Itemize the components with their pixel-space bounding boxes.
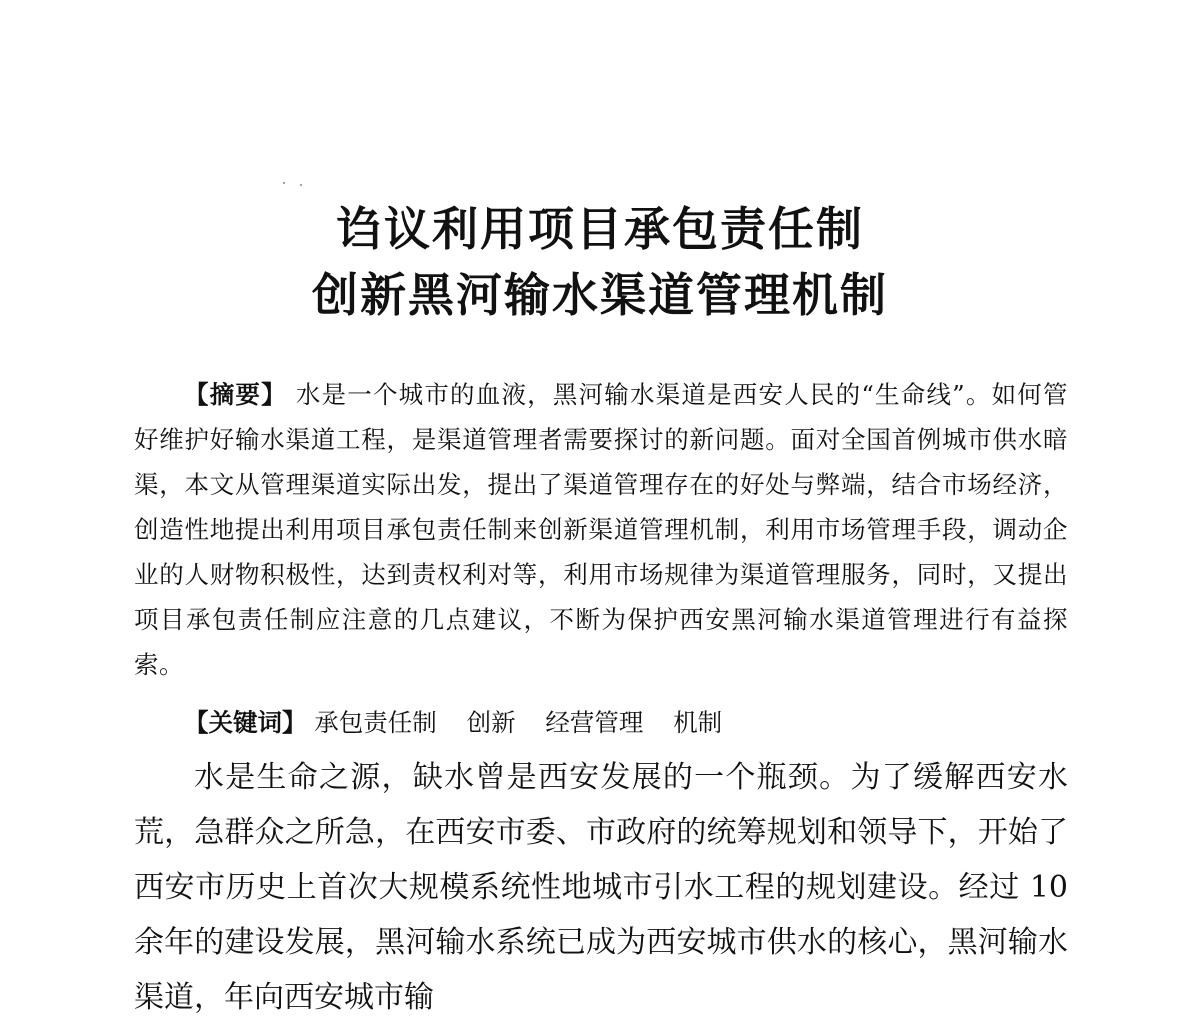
abstract-section (134, 372, 1068, 687)
title-line-2: 创新黑河输水渠道管理机制 (312, 268, 888, 322)
keyword-item: 创新 (466, 708, 516, 737)
keyword-item: 机制 (673, 708, 723, 737)
keywords-label: 【关键词】 (184, 708, 307, 737)
body-paragraph: 水是生命之源，缺水曾是西安发展的一个瓶颈。为了缓解西安水荒，急群众之所急，在西安市委、市政府的统筹规划和领导下，开始了西安市历史上首次大规模系统性地城市引水工程的规划建设。经过 10 余年的建设发展，黑河输水系统已成为西安城市供水的核心，黑河输水渠道，年向西安城市输 (134, 760, 1068, 1015)
scan-speck (300, 184, 302, 186)
keywords-section (184, 700, 1064, 745)
body-section (134, 750, 1068, 1025)
keyword-item: 经营管理 (545, 708, 644, 737)
keyword-item: 承包责任制 (314, 708, 437, 737)
abstract-label: 【摘要】 (184, 380, 287, 409)
title-line-1: 诌议利用项目承包责任制 (336, 202, 864, 256)
abstract-text: 水是一个城市的血液，黑河输水渠道是西安人民的“生命线”。如何管好维护好输水渠道工程，是渠道管理者需要探讨的新问题。面对全国首例城市供水暗渠，本文从管理渠道实际出发，提出了渠道管理存在的好处与弊端，结合市场经济，创造性地提出利用项目承包责任制来创新渠道管理机制，利用市场管理手段，调动企业的人财物积极性，达到责权利对等，利用市场规律为渠道管理服务，同时，又提出项目承包责任制应注意的几点建议，不断为保护西安黑河输水渠道管理进行有益探索。 (134, 380, 1068, 679)
article-title (0, 196, 1200, 328)
scan-speck (283, 182, 285, 184)
abstract-paragraph (134, 372, 1068, 687)
